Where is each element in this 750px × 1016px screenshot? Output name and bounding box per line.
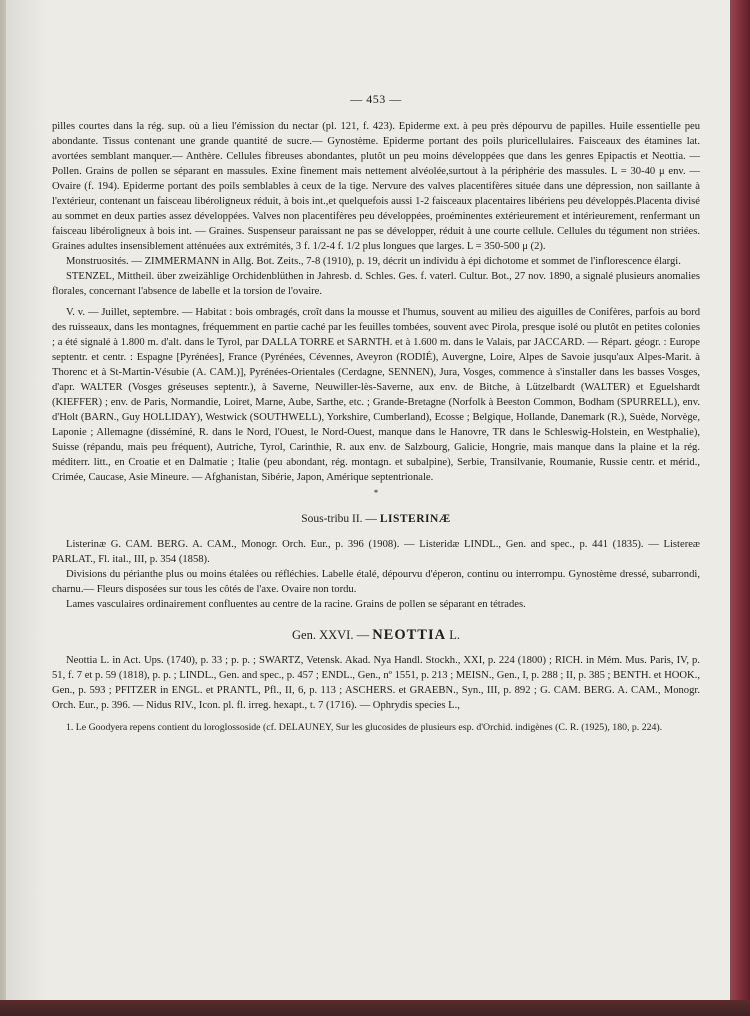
paragraph-listerinae-description: Divisions du périanthe plus ou moins étalées ou réfléchies. Labelle étalé, dépourvu d'éperon, continu ou interrompu. Gynostème dressé, subarrondi, charnu.— Fleurs disposées sur tous les côtés de l'axe. Ovaire non tordu. <box>52 569 700 595</box>
genus-heading <box>52 628 700 643</box>
page-number: — 453 — <box>350 92 402 106</box>
subtribe-heading <box>52 512 700 527</box>
paragraph-listerinae-synonymy: Listerinæ G. CAM. BERG. A. CAM., Monogr. Orch. Eur., p. 396 (1908). — Listeridæ LINDL., Gen. and spec., p. 441 (1835). — Listereæ PARLAT., Fl. ital., III, p. 354 (1858). <box>52 539 700 565</box>
subtribe-prefix: Sous-tribu II. — <box>301 513 380 525</box>
genus-prefix: Gen. XXVI. — <box>292 628 373 642</box>
paragraph-stenzel: STENZEL, Mittheil. über zweizählige Orchidenblüthen in Jahresb. d. Schles. Ges. f. vaterl. Cultur. Bot., 27 nov. 1890, a signalé plusieurs anomalies florales, concernant l'absence de labelle et la torsion de l'ovaire. <box>52 271 700 297</box>
book-bottom-edge <box>0 1000 750 1016</box>
footnote: 1. Le Goodyera repens contient du loroglossoside (cf. DELAUNEY, Sur les glucosides de plusieurs esp. d'Orchid. indigènes (C. R. (1925), 180, p. 224). <box>66 722 663 733</box>
genus-author: L. <box>446 628 460 642</box>
genus-name: NEOTTIA <box>372 627 447 643</box>
book-spine <box>730 0 750 1016</box>
paragraph-monstruosites: Monstruosités. — ZIMMERMANN in Allg. Bot. Zeits., 7-8 (1910), p. 19, décrit un individu à épi dichotome et sommet de l'inflorescence élargi. <box>66 256 681 267</box>
paragraph-anatomy: pilles courtes dans la rég. sup. où a lieu l'émission du nectar (pl. 121, f. 423). Epiderme ext. à peu près dépourvu de papilles. Huile essentielle peu abondante. Tissus contenant une grande quantité de sucre.— Gynostème. Epiderme portant des poils pluricellulaires. Faisceaux des étamines lat. avortées semblant manquer.— Anthère. Cellules fibreuses abondantes, plutôt un peu moins développées que dans les genres Epipactis et Neottia. — Pollen. Grains de pollen se séparant en massules. Exine finement mais nettement alvéolée,surtout à la périphérie des massules. L = 30-40 μ env. — Ovaire (f. 194). Epiderme portant des poils semblables à ceux de la tige. Nervure des valves placentifères située dans une dépression, non saillante à l'extérieur, contenant un faisceau libéroligneux réduit, à bois int.,et quelquefois aussi 1-2 faisceaux placentaires libériens peu développés.Placenta divisé au sommet en deux parties assez développées. Valves non placentifères peu développées, proéminentes extérieurement et intérieurement, renfermant un faisceau libéroligneux à bois int. — Graines. Suspenseur paraissant ne pas se développer, réduit à une courte cellule. Cellules du tégument non striées. Graines adultes insensiblement atténuées aux extrémités, 3 f. 1/2-4 f. 1/2 plus longues que larges. L = 350-500 μ (2). <box>52 121 700 252</box>
paragraph-habitat-distribution: V. v. — Juillet, septembre. — Habitat : bois ombragés, croît dans la mousse et l'humus, souvent au milieu des aiguilles de Conifères, parfois au bord des ruisseaux, dans les montagnes, fréquemment en partie caché par les feuilles tombées, souvent avec Pirola, presque isolé ou plutôt en petites colonies ; a été signalé à 1.800 m. d'alt. dans le Tyrol, par DALLA TORRE et SARNTH. et à 1.600 m. dans le Valais, par JACCARD. — Répart. géogr. : Europe septentr. et centr. : Espagne [Pyrénées], France (Pyrénées, Cévennes, Aveyron (RODIÉ), Auvergne, Loire, Alpes de Savoie jusqu'aux Alpes-Marit. à Thorenc et à St-Martin-Vésubie (A. CAM.)], Pyrénées-Orientales (Cerdagne, SENNEN), Jura, Vosges, commence à s'installer dans les basses Vosges, d'apr. WALTER (Vosges gréseuses septentr.), à Saverne, Neuwiller-lès-Saverne, aux env. de Bitche, à Lützelbardt (WALTER) et Eguelshardt (KIEFFER) ; env. de Paris, Normandie, Loiret, Marne, Aube, Sarthe, etc. ; Grande-Bretagne (Norfolk à Beeston Common, Bodham (SPURRELL), env. d'Holt (BARN., Guy HOLLIDAY), Westwick (SOUTHWELL), Yorkshire, Cumberland), Ecosse ; Belgique, Hollande, Danemark (R.), Suède, Norvège, Laponie ; Allemagne (disséminé, R. dans le Nord, l'Ouest, le Nord-Ouest, manque dans le Hanovre, TR dans le Schleswig-Holstein, en Westphalie), Suisse (répandu, mais peu fréquent), Autriche, Tyrol, Carinthie, R. aux env. de Salzbourg, Galicie, Hongrie, mais manque dans la plaine et la rég. méditerr. litt., en Croatie et en Dalmatie ; Italie (peu abondant, rég. montagn. et subalpine), Serbie, Transilvanie, Roumanie, Russie centr. et mérid., Crimée, Caucase, Asie Mineure. — Afghanistan, Sibérie, Japon, Amérique septentrionale. <box>52 307 700 483</box>
paragraph-listerinae-anatomy: Lames vasculaires ordinairement confluentes au centre de la racine. Grains de pollen se séparant en tétrades. <box>66 599 526 610</box>
subtribe-name: LISTERINÆ <box>379 513 451 525</box>
section-separator: * <box>373 488 379 498</box>
paragraph-neottia-synonymy: Neottia L. in Act. Ups. (1740), p. 33 ; p. p. ; SWARTZ, Vetensk. Akad. Nya Handl. Stockh., XXI, p. 224 (1800) ; RICH. in Mém. Mus. Paris, IV, p. 51, f. 7 et p. 59 (1818), p. p. ; LINDL., Gen. and spec., p. 457 ; ENDL., Gen., nº 1551, p. 213 ; MEISN., Gen., I, p. 288 ; II, p. 385 ; BENTH. et HOOK., Gen., p. 593 ; PFITZER in ENGL. et PRANTL, Pfl., II, 6, p. 113 ; ASCHERS. et GRAEBN., Syn., III, p. 892 ; G. CAM. BERG. A. CAM., Monogr. Orch. Eur., p. 396. — Nidus RIV., Icon. pl. fl. irreg. hexapt., t. 7 (1716). — Ophrydis species L., <box>52 655 700 711</box>
page-content <box>52 92 700 734</box>
